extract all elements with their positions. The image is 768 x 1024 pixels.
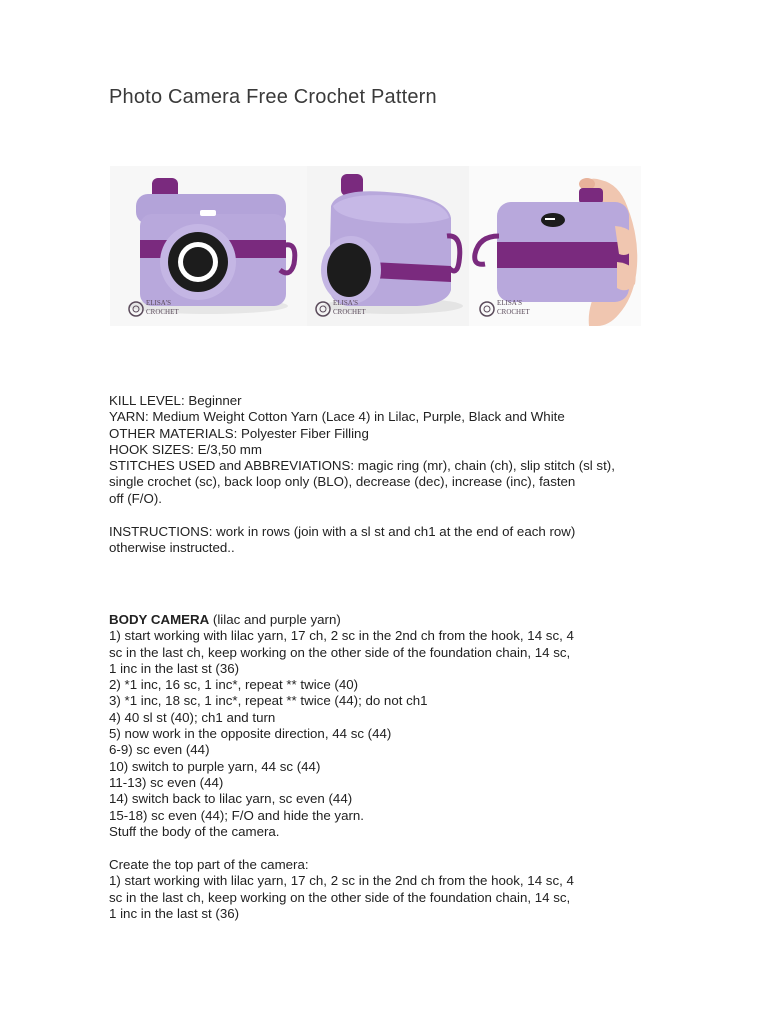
camera-photo-back [469, 166, 641, 326]
step-line: 14) switch back to lilac yarn, sc even (44) [109, 791, 353, 807]
pattern-details [109, 393, 669, 507]
step-line: 1) start working with lilac yarn, 17 ch, 2 sc in the 2nd ch from the hook, 14 sc, 4 [109, 873, 574, 889]
hook-sizes: HOOK SIZES: E/3,50 mm [109, 441, 262, 457]
step-line: 4) 40 sl st (40); ch1 and turn [109, 709, 276, 725]
step-line: 15-18) sc even (44); F/O and hide the yarn. [109, 807, 364, 823]
body-camera-heading [109, 612, 669, 628]
camera-photo-front [110, 166, 307, 326]
step-line: 1 inc in the last st (36) [109, 660, 240, 676]
step-line: 11-13) sc even (44) [109, 774, 224, 790]
step-line: 6-9) sc even (44) [109, 742, 210, 758]
skill-level: KILL LEVEL: Beginner [109, 393, 242, 408]
step-line: 2) *1 inc, 16 sc, 1 inc*, repeat ** twice (40) [109, 677, 359, 693]
other-materials: OTHER MATERIALS: Polyester Fiber Filling [109, 425, 369, 441]
watermark-line2: CROCHET [497, 308, 530, 316]
camera-back-image [469, 166, 641, 326]
body-camera-note: (lilac and purple yarn) [209, 612, 341, 627]
step-line: 1) start working with lilac yarn, 17 ch, 2 sc in the 2nd ch from the hook, 14 sc, 4 [109, 628, 574, 644]
stitches-line-2: single crochet (sc), back loop only (BLO), decrease (dec), increase (inc), fasten [109, 474, 576, 490]
step-line: sc in the last ch, keep working on the other side of the foundation chain, 14 sc, [109, 644, 571, 660]
watermark-line2: CROCHET [333, 308, 366, 316]
watermark-line1: ELISA'S [333, 299, 358, 307]
camera-angle-image [307, 166, 469, 326]
instructions [109, 524, 669, 557]
stitches-line-1: STITCHES USED and ABBREVIATIONS: magic ring (mr), chain (ch), slip stitch (sl st), [109, 458, 615, 474]
watermark-line1: ELISA'S [497, 299, 522, 307]
watermark-line1: ELISA'S [146, 299, 171, 307]
camera-photo-angle [307, 166, 469, 326]
camera-front-image [110, 166, 307, 326]
watermark-line2: CROCHET [146, 308, 179, 316]
instructions-line: INSTRUCTIONS: work in rows (join with a sl st and ch1 at the end of each row) [109, 524, 576, 539]
step-line: 1 inc in the last st (36) [109, 905, 240, 921]
page-title: Photo Camera Free Crochet Pattern [109, 86, 437, 108]
instructions-line: otherwise instructed.. [109, 540, 235, 556]
step-line: 3) *1 inc, 18 sc, 1 inc*, repeat ** twice (44); do not ch1 [109, 693, 428, 709]
body-camera-title: BODY CAMERA [109, 612, 210, 627]
yarn: YARN: Medium Weight Cotton Yarn (Lace 4) in Lilac, Purple, Black and White [109, 409, 565, 425]
step-line: sc in the last ch, keep working on the other side of the foundation chain, 14 sc, [109, 889, 571, 905]
step-line: 10) switch to purple yarn, 44 sc (44) [109, 758, 321, 774]
camera-photos [110, 166, 641, 326]
top-part-section [109, 857, 669, 922]
top-part-heading: Create the top part of the camera: [109, 857, 309, 872]
body-camera-section [109, 612, 669, 840]
step-line: Stuff the body of the camera. [109, 823, 280, 839]
step-line: 5) now work in the opposite direction, 44 sc (44) [109, 726, 392, 742]
stitches-line-3: off (F/O). [109, 490, 162, 506]
